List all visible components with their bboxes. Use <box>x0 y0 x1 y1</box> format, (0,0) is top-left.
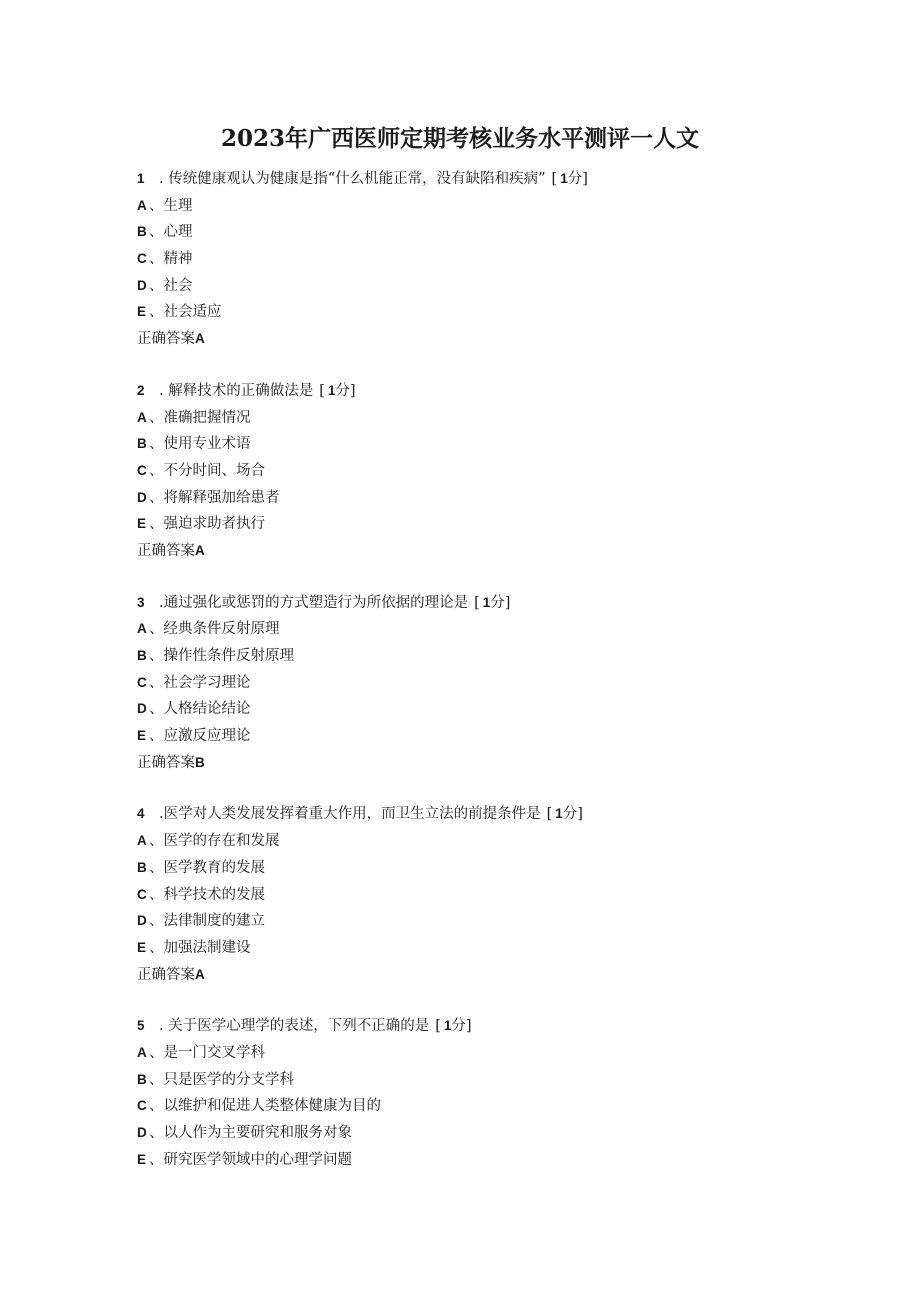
option-letter: A <box>137 621 147 637</box>
option-c <box>137 458 837 485</box>
option-a <box>137 405 837 432</box>
option-letter: C <box>137 674 147 690</box>
question-item <box>137 166 837 353</box>
option-letter: C <box>137 462 147 478</box>
option-letter: A <box>137 409 147 425</box>
points-value: 1 <box>560 171 568 186</box>
answer-value: A <box>195 331 205 347</box>
correct-answer <box>137 750 837 777</box>
correct-answer <box>137 962 837 989</box>
option-letter: E <box>137 516 147 532</box>
option-text: 、加强法制建设 <box>149 939 251 956</box>
option-text: 、生理 <box>149 197 193 214</box>
option-text: 、人格结论结论 <box>149 701 251 718</box>
points-bracket: [ <box>435 1018 441 1035</box>
question-text: . 传统健康观认为健康是指“什么机能正常，没有缺陷和疾病” <box>159 171 546 187</box>
option-letter: A <box>137 1044 147 1060</box>
option-e <box>137 511 837 538</box>
points-unit: 分] <box>490 594 511 611</box>
option-a <box>137 828 837 855</box>
correct-answer <box>137 538 837 565</box>
correct-answer <box>137 326 837 353</box>
option-e <box>137 935 837 962</box>
option-d <box>137 696 837 723</box>
option-text: 、医学的存在和发展 <box>149 833 280 850</box>
answer-label: 正确答案 <box>137 542 195 559</box>
question-number: 3 <box>137 594 145 610</box>
option-e <box>137 723 837 750</box>
option-letter: E <box>137 304 147 320</box>
option-b <box>137 1067 837 1094</box>
option-letter: E <box>137 939 147 955</box>
points-unit: 分] <box>335 382 356 399</box>
option-text: 、科学技术的发展 <box>149 886 265 903</box>
question-number: 5 <box>137 1018 145 1034</box>
option-text: 、操作性条件反射原理 <box>149 648 294 664</box>
option-text: 、社会 <box>149 277 193 294</box>
option-text: 、心理 <box>149 224 193 241</box>
answer-label: 正确答案 <box>137 754 195 771</box>
option-letter: D <box>137 701 147 717</box>
option-d <box>137 908 837 935</box>
option-letter: D <box>137 277 147 293</box>
question-text: .医学对人类发展发挥着重大作用，而卫生立法的前提条件是 <box>159 806 541 823</box>
option-b <box>137 431 837 458</box>
option-c <box>137 246 837 273</box>
question-item <box>137 590 837 777</box>
option-e <box>137 299 837 326</box>
option-text: 、不分时间、场合 <box>149 462 265 479</box>
option-e <box>137 1147 837 1174</box>
option-text: 、强迫求助者执行 <box>149 516 265 533</box>
option-letter: C <box>137 1098 147 1114</box>
question-item <box>137 378 837 565</box>
option-letter: D <box>137 489 147 505</box>
points-bracket: [ <box>551 171 558 187</box>
option-text: 、社会学习理论 <box>149 674 251 691</box>
option-c <box>137 882 837 909</box>
document-title: 2023年广西医师定期考核业务水平测评一人文 <box>220 125 699 152</box>
question-stem <box>137 166 837 193</box>
question-number: 1 <box>137 171 145 186</box>
answer-value: B <box>195 754 205 770</box>
option-text: 、准确把握情况 <box>149 409 251 426</box>
question-list <box>137 166 837 1198</box>
option-b <box>137 643 837 670</box>
option-b <box>137 219 837 246</box>
question-text: . 关于医学心理学的表述，下列不正确的是 <box>159 1018 430 1035</box>
option-d <box>137 485 837 512</box>
option-letter: B <box>137 436 147 452</box>
points-unit: 分] <box>451 1018 472 1035</box>
question-item <box>137 801 837 988</box>
question-text: .通过强化或惩罚的方式塑造行为所依据的理论是 <box>159 594 469 611</box>
answer-label: 正确答案 <box>137 331 195 348</box>
option-letter: E <box>137 728 147 744</box>
option-c <box>137 670 837 697</box>
points-value: 1 <box>327 382 336 398</box>
option-d <box>137 273 837 300</box>
option-text: 、使用专业术语 <box>149 436 251 453</box>
answer-value: A <box>195 542 205 558</box>
option-letter: B <box>137 648 147 663</box>
option-a <box>137 193 837 220</box>
option-letter: D <box>137 1125 147 1140</box>
option-letter: C <box>137 251 147 267</box>
option-text: 、医学教育的发展 <box>149 859 265 876</box>
option-b <box>137 855 837 882</box>
points-value: 1 <box>555 806 563 822</box>
option-text: 、社会适应 <box>149 304 222 321</box>
option-letter: A <box>137 197 147 213</box>
option-text: 、以人作为主要研究和服务对象 <box>149 1125 352 1141</box>
option-text: 、将解释强加给患者 <box>149 489 280 506</box>
option-letter: D <box>137 913 147 929</box>
points-value: 1 <box>443 1018 452 1034</box>
option-text: 、法律制度的建立 <box>149 913 265 930</box>
option-letter: C <box>137 886 147 902</box>
points-unit: 分] <box>562 806 583 823</box>
option-text: 、经典条件反射原理 <box>149 621 280 638</box>
question-stem <box>137 1013 837 1040</box>
question-number: 4 <box>137 806 145 822</box>
points-bracket: [ <box>319 382 325 399</box>
option-c <box>137 1093 837 1120</box>
option-a <box>137 1040 837 1067</box>
points-bracket: [ <box>474 594 480 611</box>
option-text: 、是一门交叉学科 <box>149 1044 265 1061</box>
option-text: 、应激反应理论 <box>149 728 251 745</box>
option-text: 、只是医学的分支学科 <box>149 1071 294 1088</box>
option-d <box>137 1120 837 1147</box>
option-text: 、研究医学领域中的心理学问题 <box>149 1151 352 1168</box>
question-item <box>137 1013 837 1173</box>
points-bracket: [ <box>546 806 553 823</box>
question-number: 2 <box>137 382 145 398</box>
option-letter: B <box>137 1071 147 1087</box>
option-letter: A <box>137 833 147 849</box>
option-a <box>137 616 837 643</box>
answer-label: 正确答案 <box>137 966 195 983</box>
question-text: . 解释技术的正确做法是 <box>159 382 314 399</box>
question-stem <box>137 801 837 828</box>
option-letter: B <box>137 859 147 875</box>
option-letter: B <box>137 224 147 240</box>
question-stem <box>137 590 837 617</box>
answer-value: A <box>195 966 205 982</box>
points-value: 1 <box>482 594 491 610</box>
points-unit: 分] <box>567 171 588 187</box>
option-text: 、以维护和促进人类整体健康为目的 <box>149 1098 381 1115</box>
option-letter: E <box>137 1151 147 1167</box>
option-text: 、精神 <box>149 251 193 268</box>
question-stem <box>137 378 837 405</box>
